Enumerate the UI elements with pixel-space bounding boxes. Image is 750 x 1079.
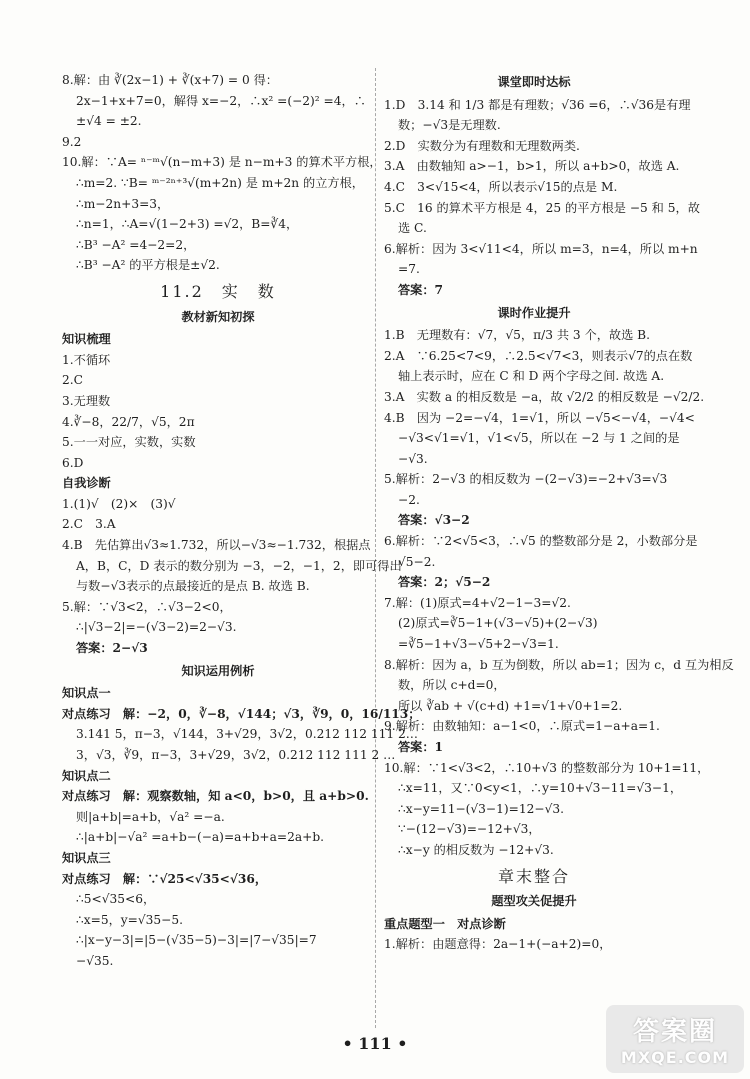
- right-text-line: 所以 ∛ab + √(c+d) +1=√1+√0+1=2.: [398, 698, 623, 713]
- left-text-line: ∴m−2n+3=3，: [76, 196, 170, 211]
- right-text-line: 6.解析：∵2<√5<3，∴√5 的整数部分是 2，小数部分是: [384, 534, 698, 549]
- left-text-line: 知识梳理: [62, 332, 111, 347]
- left-text-line: 自我诊断: [62, 476, 111, 491]
- left-text-line: 8.解：由 ∛(2x−1) + ∛(x+7) = 0 得：: [62, 73, 278, 87]
- left-text-line: 则|a+b|=a+b，√a² =−a.: [76, 809, 225, 824]
- right-text-line: 4.C 3<√15<4，所以表示√15的点是 M.: [384, 179, 618, 194]
- right-text-line: 选 C.: [398, 221, 427, 236]
- left-text-line: 2.C 3.A: [62, 517, 116, 532]
- left-text-line: 知识点二: [62, 768, 111, 783]
- left-text-line: 1.(1)√ (2)× (3)√: [62, 496, 176, 511]
- right-text-line: 1.D 3.14 和 1/3 都是有理数；√36 =6，∴√36是有理: [384, 97, 691, 112]
- left-text-line: 9.2: [62, 134, 82, 149]
- right-text-line: 5.C 16 的算术平方根是 4，25 的平方根是 −5 和 5，故: [384, 200, 700, 215]
- left-text-line: ∴|√3−2|=−(√3−2)=2−√3.: [76, 620, 237, 635]
- right-text-line: 2.D 实数分为有理数和无理数两类.: [384, 138, 580, 153]
- left-text-line: ∴x=5，y=√35−5.: [76, 912, 183, 927]
- right-text-line: 答案：√3−2: [398, 513, 470, 528]
- left-text-line: 对点练习 解：−2，0，∛−8，√144；√3，∛9，0，16/113；: [62, 706, 421, 721]
- left-text-line: ∴|a+b|−√a² =a+b−(−a)=a+b+a=2a+b.: [76, 830, 325, 845]
- left-text-line: ∴n=1，∴A=√(1−2+3) =√2，B=∛4，: [76, 217, 299, 232]
- page-number: • 111 •: [342, 1034, 408, 1053]
- right-text-line: 重点题型一 对点诊断: [384, 916, 506, 931]
- right-text-line: 8.解析：因为 a，b 互为倒数，所以 ab=1；因为 c，d 互为相反: [384, 657, 734, 672]
- left-text-line: 答案：2−√3: [76, 641, 148, 656]
- right-text-line: ∴x−y=11−(√3−1)=12−√3.: [398, 801, 564, 816]
- left-text-line: 知识点三: [62, 850, 111, 865]
- right-text-line: =7.: [398, 262, 420, 277]
- left-text-line: ±√4 = ±2.: [76, 114, 142, 129]
- left-text-line: ∴m=2. ∵B= ᵐ⁻²ⁿ⁺³√(m+2n) 是 m+2n 的立方根，: [76, 175, 364, 190]
- left-text-line: 3.无理数: [62, 393, 111, 408]
- left-text-line: 知识运用例析: [181, 663, 255, 678]
- left-text-line: 2.C: [62, 373, 83, 388]
- watermark-url: MXQE.COM: [620, 1048, 730, 1067]
- right-text-line: =∛5−1+√3−√5+2−√3=1.: [398, 637, 559, 652]
- left-text-line: 教材新知初探: [181, 309, 255, 324]
- left-text-line: 对点练习 解：∵√25<√35<√36，: [62, 871, 268, 886]
- right-text-line: 课时作业提升: [497, 305, 571, 320]
- right-text-line: 数；−√3是无理数.: [398, 118, 501, 133]
- right-text-line: 轴上表示时，应在 C 和 D 两个字母之间. 故选 A.: [398, 369, 665, 384]
- left-text-line: A，B，C，D 表示的数分别为 −3，−2，−1，2，即可得出: [76, 558, 402, 573]
- right-text-line: 1.B 无理数有：√7，√5，π/3 共 3 个，故选 B.: [384, 328, 651, 343]
- left-text-line: 2x−1+x+7=0，解得 x=−2，∴x² =(−2)² =4，∴: [76, 93, 366, 108]
- right-text-line: 3.A 由数轴知 a>−1，b>1，所以 a+b>0，故选 A.: [384, 159, 680, 174]
- left-text-line: ∴5<√35<6，: [76, 892, 156, 907]
- right-text-line: −√3.: [398, 451, 428, 466]
- right-text-line: 5.解析：2−√3 的相反数为 −(2−√3)=−2+√3=√3: [384, 472, 668, 487]
- column-divider: [375, 68, 376, 1028]
- right-text-line: 3.A 实数 a 的相反数是 −a，故 √2/2 的相反数是 −√2/2.: [384, 389, 705, 404]
- left-text-line: 对点练习 解：观察数轴，知 a<0，b>0，且 a+b>0.: [62, 789, 369, 804]
- right-text-line: 10.解：∵1<√3<2，∴10+√3 的整数部分为 10+1=11，: [384, 760, 710, 775]
- left-text-line: ∴B³ −A² 的平方根是±√2.: [76, 258, 220, 273]
- left-text-line: 知识点一: [62, 686, 111, 701]
- right-text-line: 答案：1: [398, 740, 444, 754]
- right-text-line: 课堂即时达标: [497, 75, 571, 89]
- right-text-line: ∴x−y 的相反数为 −12+√3.: [398, 842, 554, 857]
- left-text-line: 10.解：∵A= ⁿ⁻ᵐ√(n−m+3) 是 n−m+3 的算术平方根，: [62, 155, 382, 170]
- left-text-line: 11.2 实 数: [160, 281, 276, 301]
- watermark-title: 答案圈: [632, 1017, 717, 1047]
- right-text-line: −√3<√1=√1，√1<√5，所以在 −2 与 1 之间的是: [398, 431, 680, 446]
- right-text-line: 9.解析：由数轴知：a−1<0，∴原式=1−a+a=1.: [384, 719, 660, 734]
- left-text-line: ∴|x−y−3|=|5−(√35−5)−3|=|7−√35|=7: [76, 933, 317, 948]
- right-text-line: (2)原式=∛5−1+(√3−√5)+(2−√3): [398, 616, 598, 631]
- right-text-line: ∴x=11，又∵0<y<1，∴y=10+√3−11=√3−1，: [398, 781, 683, 796]
- right-text-line: 答案：2；√5−2: [398, 575, 491, 590]
- left-text-line: 3，√3，∛9，π−3，3+√29，3√2，0.212 112 111 2 …: [76, 748, 396, 762]
- right-text-line: 题型攻关促提升: [491, 894, 577, 909]
- right-text-line: 数，所以 c+d=0，: [398, 678, 506, 693]
- right-text-line: 7.解：(1)原式=4+√2−1−3=√2.: [384, 595, 571, 610]
- right-text-line: 6.解析：因为 3<√11<4，所以 m=3，n=4，所以 m+n: [384, 241, 698, 256]
- left-text-line: 6.D: [62, 455, 84, 470]
- left-text-line: 与数−√3表示的点最接近的是点 B. 故选 B.: [76, 579, 310, 594]
- left-text-line: ∴B³ −A² =4−2=2，: [76, 237, 196, 252]
- left-text-line: 3.141 5，π−3，√144，3+√29，3√2，0.212 112 111 2…: [76, 727, 418, 742]
- left-text-line: 5.解：∵√3<2，∴√3−2<0，: [62, 599, 232, 614]
- left-text-line: −√35.: [76, 953, 114, 968]
- right-text-line: 2.A ∵6.25<7<9，∴2.5<√7<3，则表示√7的点在数: [384, 348, 693, 363]
- right-column: [384, 70, 734, 955]
- left-text-line: 4.B 先估算出√3≈1.732，所以−√3≈−1.732，根据点: [62, 538, 371, 553]
- left-text-line: 5.一一对应，实数，实数: [62, 435, 196, 450]
- right-text-line: ∵−(12−√3)=−12+√3，: [398, 822, 541, 837]
- right-text-line: √5−2.: [398, 554, 436, 569]
- watermark-logo: [606, 1005, 744, 1073]
- right-text-line: 答案：7: [398, 282, 444, 297]
- left-text-line: 1.不循环: [62, 352, 111, 367]
- right-text-line: 1.解析：由题意得：2a−1+(−a+2)=0，: [384, 937, 612, 952]
- right-text-line: −2.: [398, 492, 420, 507]
- right-text-line: 4.B 因为 −2=−√4，1=√1，所以 −√5<−√4，−√4<: [384, 410, 695, 425]
- right-text-line: 章末整合: [497, 866, 570, 886]
- left-text-line: 4.∛−8，22/7，√5，2π: [62, 414, 195, 429]
